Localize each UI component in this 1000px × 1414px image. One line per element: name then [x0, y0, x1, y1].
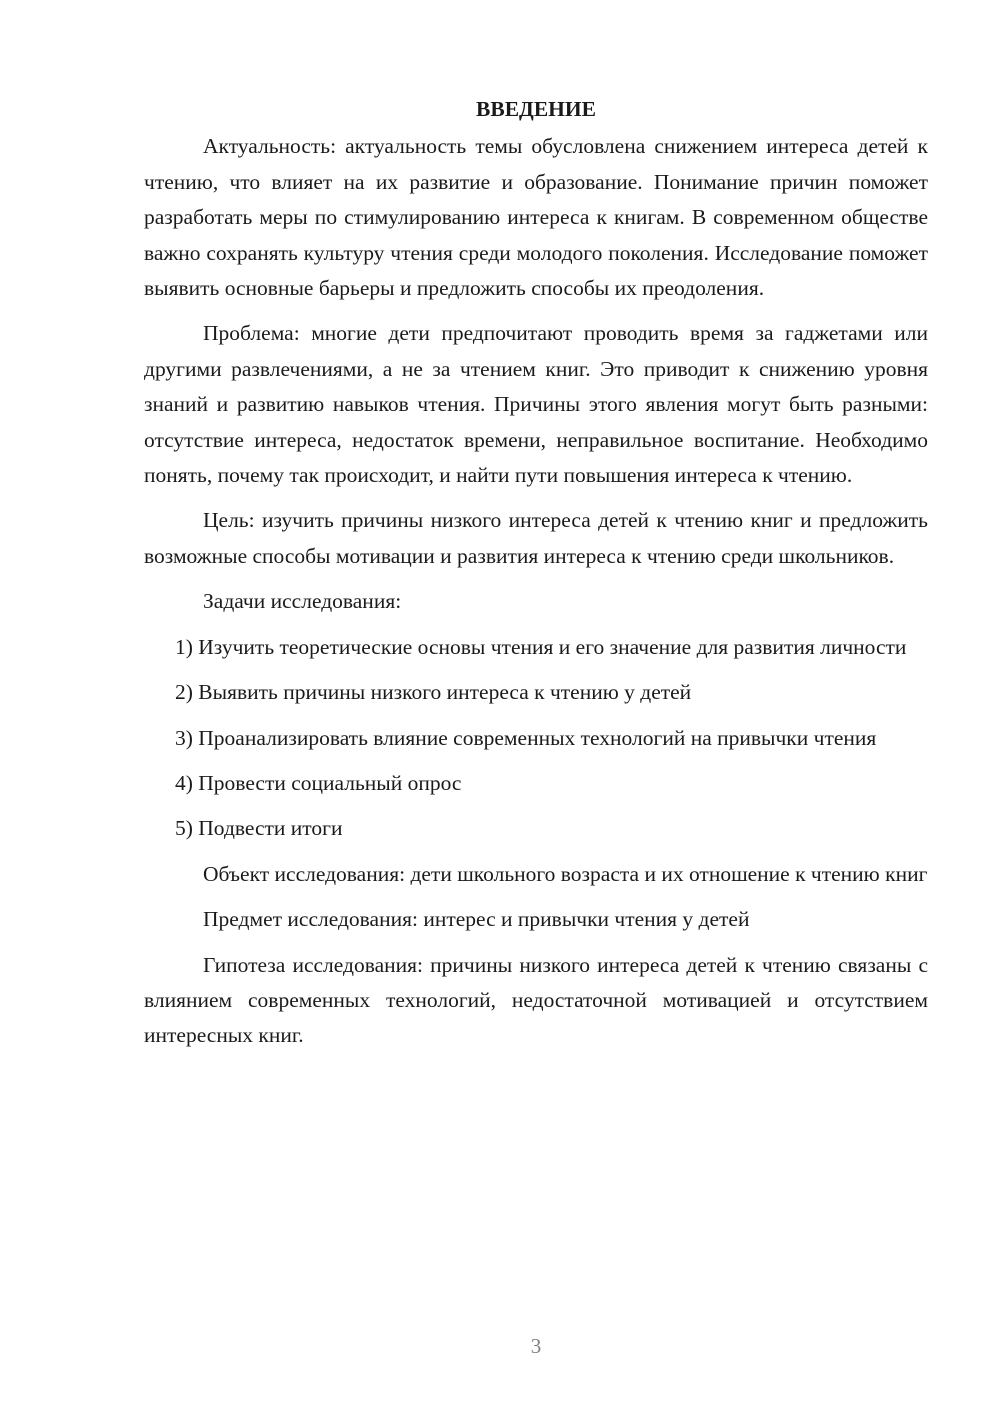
task-item: 4) Провести социальный опрос	[175, 770, 462, 795]
page-number: 3	[530, 1334, 542, 1358]
section-title: ВВЕДЕНИЕ	[476, 97, 596, 121]
relevance-paragraph: Актуальность: актуальность темы обусловлена снижением интереса детей к чтению, что влияет на их развитие и образование. Понимание причин поможет разработать меры по стимулированию интереса к книгам. В современном обществе важно сохранять культуру чтения среди молодого поколения. Исследование поможет выявить основные барьеры и предложить способы их преодоления.	[144, 134, 928, 301]
subject-paragraph: Предмет исследования: интерес и привычки чтения у детей	[203, 907, 750, 932]
tasks-heading: Задачи исследования:	[203, 589, 402, 614]
task-item: 1) Изучить теоретические основы чтения и его значение для развития личности	[175, 634, 907, 659]
task-item: 3) Проанализировать влияние современных технологий на привычки чтения	[175, 725, 877, 750]
document-page	[144, 92, 928, 1064]
goal-paragraph: Цель: изучить причины низкого интереса детей к чтению книг и предложить возможные способы мотивации и развития интереса к чтению среди школьников.	[144, 508, 928, 568]
object-paragraph: Объект исследования: дети школьного возраста и их отношение к чтению книг	[203, 861, 928, 886]
task-item: 2) Выявить причины низкого интереса к чтению у детей	[175, 680, 692, 705]
task-item: 5) Подвести итоги	[175, 816, 343, 841]
problem-paragraph: Проблема: многие дети предпочитают проводить время за гаджетами или другими развлечениями, а не за чтением книг. Это приводит к снижению уровня знаний и развитию навыков чтения. Причины этого явления могут быть разными: отсутствие интереса, недостаток времени, неправильное воспитание. Необходимо понять, почему так происходит, и найти пути повышения интереса к чтению.	[144, 321, 928, 488]
hypothesis-paragraph: Гипотеза исследования: причины низкого интереса детей к чтению связаны с влиянием современных технологий, недостаточной мотивацией и отсутствием интересных книг.	[144, 952, 928, 1048]
